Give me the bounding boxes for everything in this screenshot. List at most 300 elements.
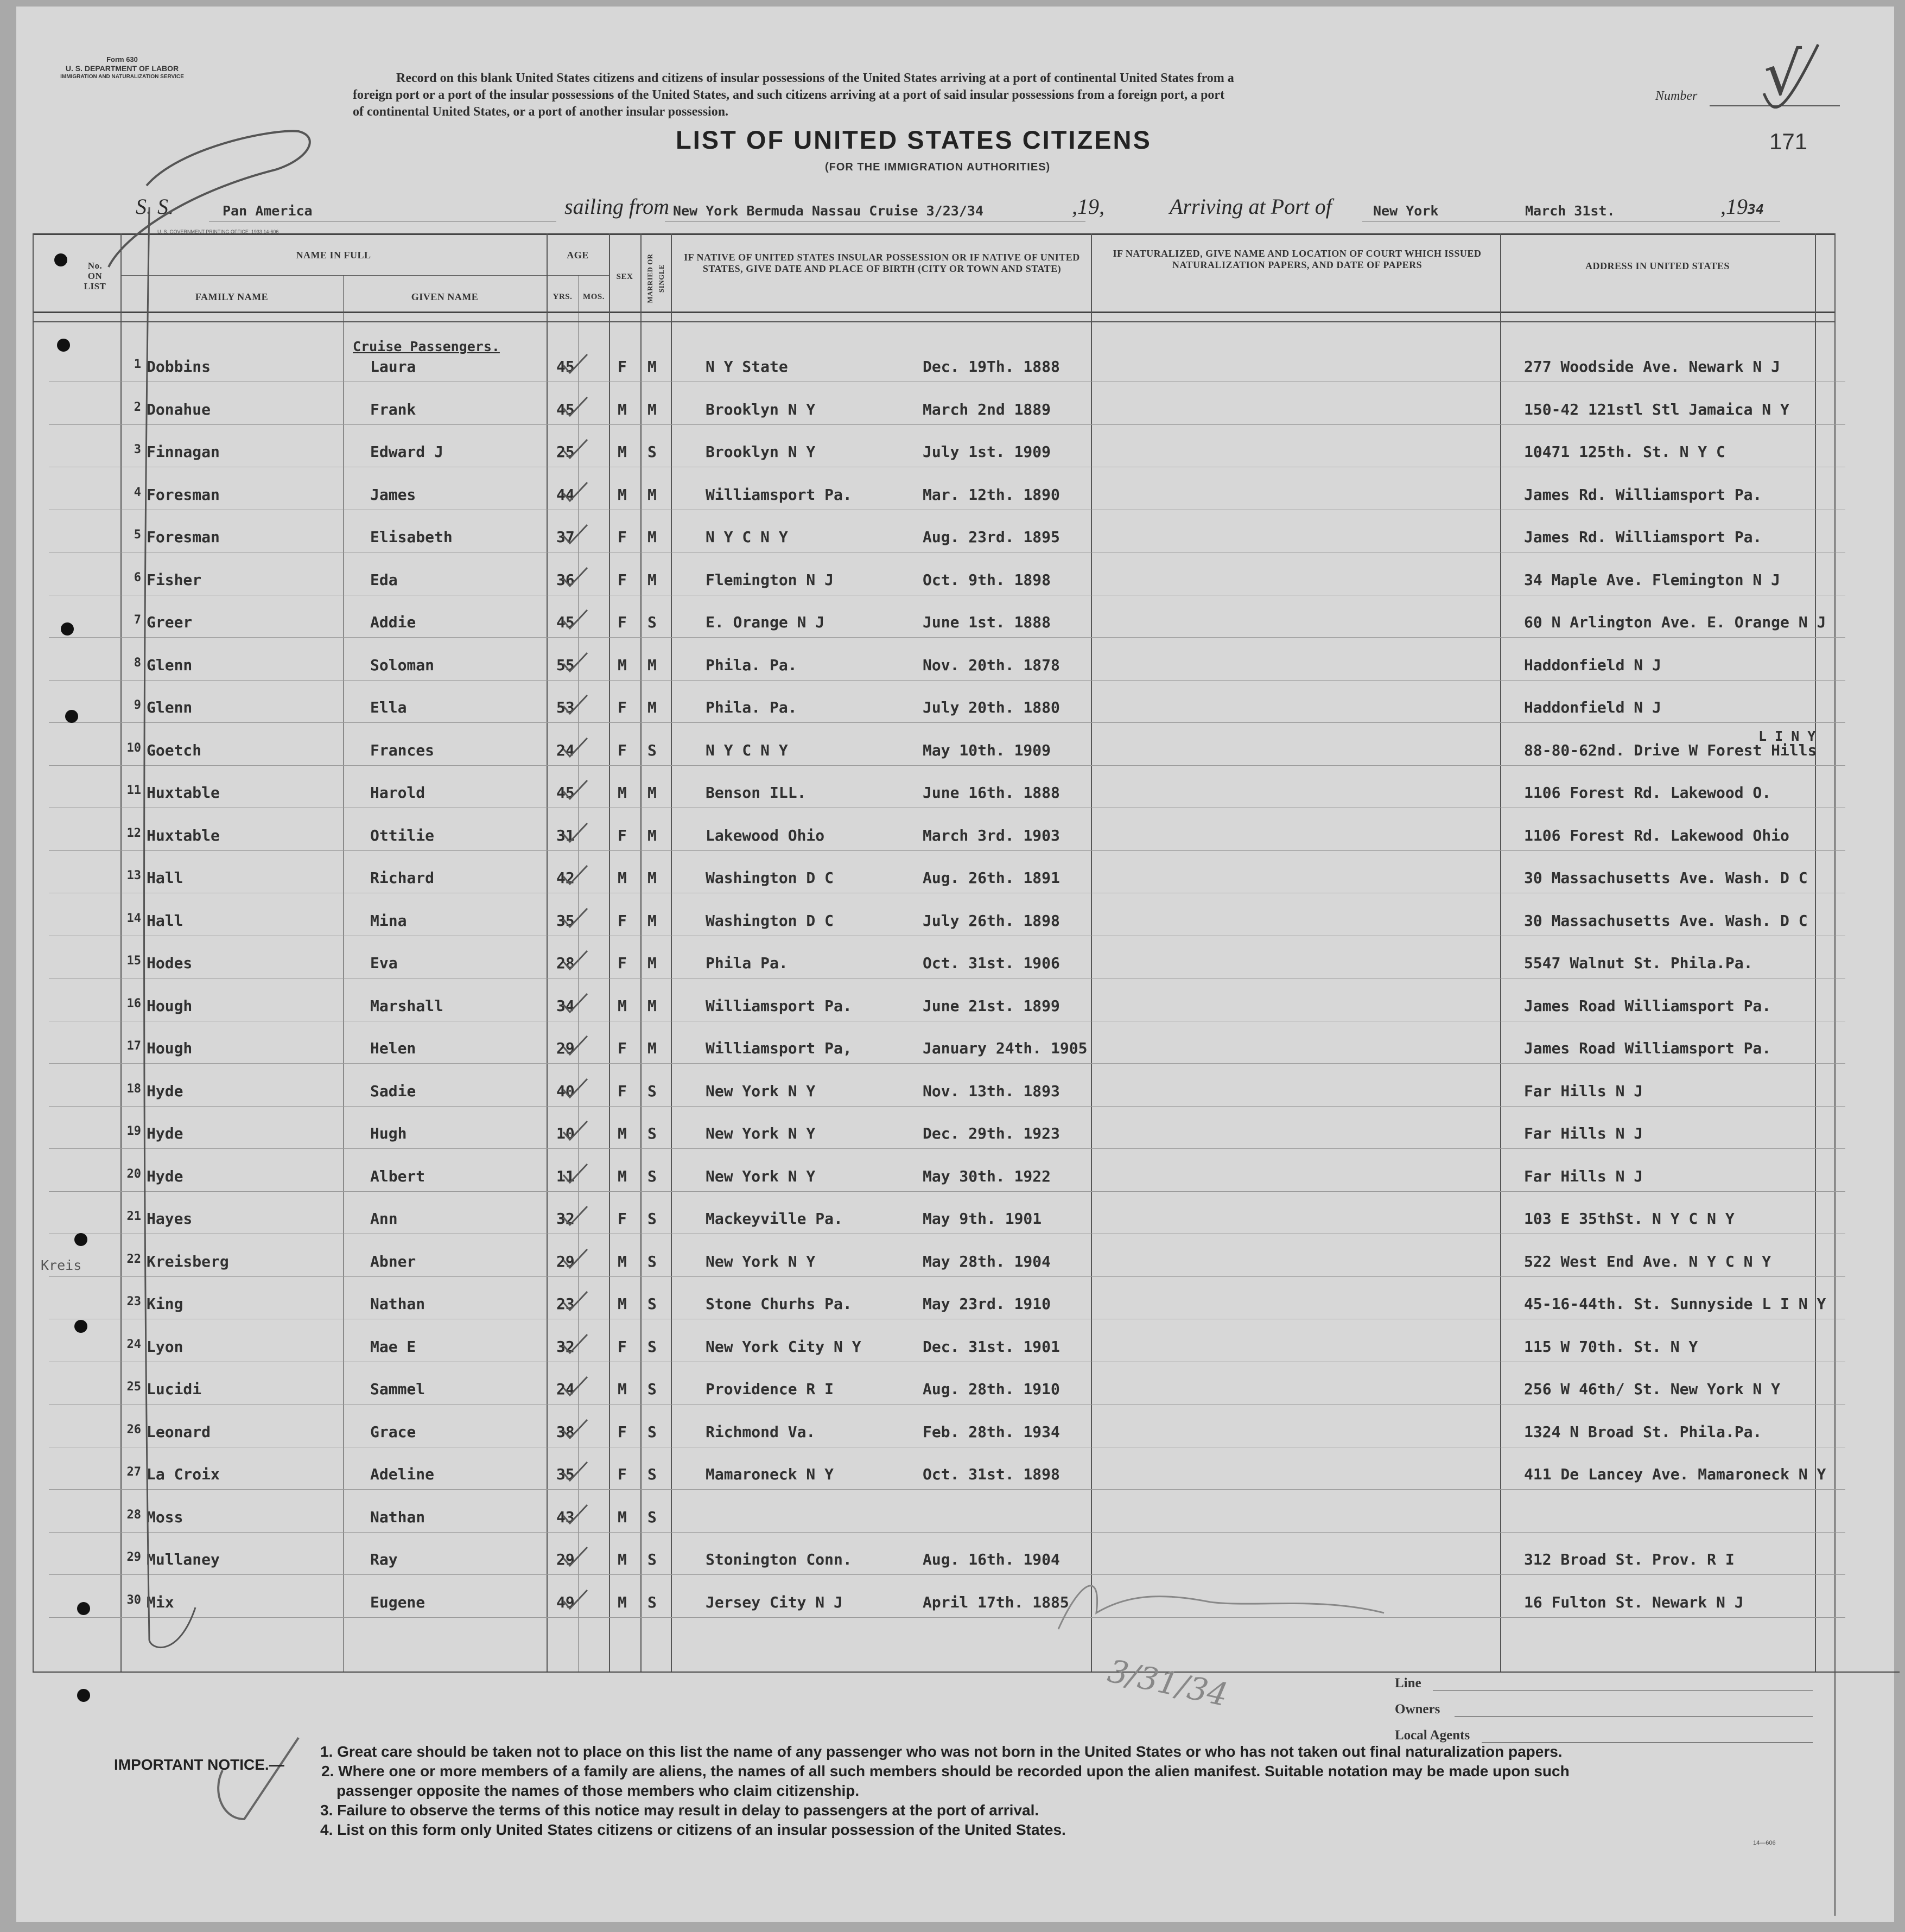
section-label: Cruise Passengers.	[353, 339, 500, 354]
sex: M	[618, 1252, 627, 1270]
age-years: 34	[556, 996, 575, 1015]
birth-place: New York N Y	[706, 1167, 816, 1185]
age-years: 29	[556, 1550, 575, 1568]
given-name: Marshall	[370, 996, 443, 1015]
birth-date: Aug. 28th. 1910	[923, 1380, 1060, 1398]
department-name: U. S. DEPARTMENT OF LABOR	[65, 64, 179, 73]
birth-place: Benson ILL.	[706, 784, 807, 802]
ss-label: S. S.	[136, 194, 174, 219]
birth-place: Stonington Conn.	[706, 1550, 852, 1568]
marital-status: S	[647, 1295, 657, 1313]
sex: M	[618, 400, 627, 418]
birth-place: Phila Pa.	[706, 954, 788, 972]
birth-date: June 16th. 1888	[923, 784, 1060, 802]
given-name: Frank	[370, 400, 416, 418]
family-name: Hough	[147, 996, 193, 1015]
address: 1106 Forest Rd. Lakewood O.	[1524, 784, 1771, 802]
marital-status: S	[647, 1337, 657, 1356]
marital-status: S	[647, 741, 657, 759]
sex: M	[618, 869, 627, 887]
age-years: 37	[556, 528, 575, 546]
given-name: Adeline	[370, 1465, 435, 1483]
punch-hole	[57, 339, 70, 352]
form-code: 14—606	[1753, 1840, 1776, 1846]
birth-date: Feb. 28th. 1934	[923, 1422, 1060, 1441]
birth-place: New York N Y	[706, 1124, 816, 1142]
address: Haddonfield N J	[1524, 656, 1661, 674]
arriving-label: Arriving at Port of	[1170, 194, 1332, 219]
row-number: 12	[126, 826, 141, 840]
birth-place: Mackeyville Pa.	[706, 1210, 843, 1228]
marital-status: M	[647, 698, 657, 716]
marital-status: M	[647, 358, 657, 376]
address: 115 W 70th. St. N Y	[1524, 1337, 1698, 1356]
notice-1: 1. Great care should be taken not to place on this list the name of any passenger who was not born in the United States or who has not taken out final naturalization papers.	[320, 1743, 1563, 1760]
marital-status: S	[647, 1252, 657, 1270]
port-name: New York	[1373, 203, 1439, 219]
sailing-from: New York Bermuda Nassau Cruise 3/23/34	[673, 203, 983, 219]
sex: F	[618, 954, 627, 972]
family-name: Lucidi	[147, 1380, 202, 1398]
age-years: 10	[556, 1124, 575, 1142]
sex: F	[618, 1422, 627, 1441]
birth-date: May 9th. 1901	[923, 1210, 1042, 1228]
birth-place: Richmond Va.	[706, 1422, 816, 1441]
notice-2: 2. Where one or more members of a family are aliens, the names of all such members should be recorded upon the alien manifest. Suitable notation may be made upon such	[321, 1763, 1570, 1780]
notice-2-cont: passenger opposite the names of those members who claim citizenship.	[336, 1782, 860, 1799]
sex: M	[618, 784, 627, 802]
age-years: 32	[556, 1337, 575, 1356]
intro-line-3: of continental United States, or a port of another insular possession.	[353, 105, 729, 119]
header-age: AGE	[567, 250, 589, 260]
given-name: Helen	[370, 1039, 416, 1057]
family-name: King	[147, 1295, 183, 1313]
family-name: Glenn	[147, 656, 193, 674]
given-name: Laura	[370, 358, 416, 376]
marital-status: M	[647, 911, 657, 930]
address: Far Hills N J	[1524, 1124, 1643, 1142]
birth-place: Mamaroneck N Y	[706, 1465, 834, 1483]
family-name: Donahue	[147, 400, 211, 418]
punch-hole	[54, 253, 67, 266]
birth-date: Dec. 29th. 1923	[923, 1124, 1060, 1142]
sex: F	[618, 1210, 627, 1228]
row-number: 6	[134, 570, 141, 584]
family-name: La Croix	[147, 1465, 220, 1483]
address: 150-42 121stl Stl Jamaica N Y	[1524, 400, 1789, 418]
header-sex: SEX	[616, 272, 633, 281]
given-name: Abner	[370, 1252, 416, 1270]
sex: M	[618, 996, 627, 1015]
row-number: 14	[126, 911, 141, 925]
marital-status: M	[647, 869, 657, 887]
header-address: ADDRESS IN UNITED STATES	[1585, 260, 1730, 271]
row-number: 27	[126, 1465, 141, 1479]
family-name: Foresman	[147, 485, 220, 504]
punch-hole	[74, 1320, 87, 1333]
page-number: 171	[1769, 129, 1808, 154]
age-years: 45	[556, 784, 575, 802]
row-number: 11	[126, 784, 141, 797]
marital-status: M	[647, 528, 657, 546]
marital-status: M	[647, 570, 657, 589]
sex: F	[618, 698, 627, 716]
birth-date: July 20th. 1880	[923, 698, 1060, 716]
given-name: James	[370, 485, 416, 504]
address-note: L I N Y	[1758, 728, 1816, 744]
marital-status: S	[647, 443, 657, 461]
sex: F	[618, 1337, 627, 1356]
row-number: 8	[134, 656, 141, 670]
birth-place: Flemington N J	[706, 570, 834, 589]
family-name: Lyon	[147, 1337, 183, 1356]
birth-place: New York N Y	[706, 1082, 816, 1100]
family-name: Leonard	[147, 1422, 211, 1441]
family-name: Goetch	[147, 741, 202, 759]
birth-date: Oct. 9th. 1898	[923, 570, 1051, 589]
address: Far Hills N J	[1524, 1082, 1643, 1100]
family-name: Hall	[147, 911, 183, 930]
given-name: Ann	[370, 1210, 398, 1228]
margin-note: Kreis	[41, 1257, 82, 1273]
arrival-year-prefix: 19	[1726, 194, 1748, 219]
birth-place: Brooklyn N Y	[706, 400, 816, 418]
birth-date: January 24th. 1905	[923, 1039, 1088, 1057]
row-number: 23	[126, 1295, 141, 1308]
sex: M	[618, 1508, 627, 1526]
address: 5547 Walnut St. Phila.Pa.	[1524, 954, 1753, 972]
birth-date: Aug. 26th. 1891	[923, 869, 1060, 887]
row-number: 3	[134, 443, 141, 456]
notice-4: 4. List on this form only United States citizens or citizens of an insular possession of the United States.	[320, 1821, 1066, 1838]
address: James Rd. Williamsport Pa.	[1524, 485, 1762, 504]
sex: F	[618, 1465, 627, 1483]
address: 411 De Lancey Ave. Mamaroneck N Y	[1524, 1465, 1826, 1483]
row-number: 19	[126, 1124, 141, 1138]
intro-line-2: foreign port or a port of the insular possessions of the United States, and such citizens arriving at a port of said insular possessions from a foreign port, a port	[353, 88, 1225, 102]
printing-office: U. S. GOVERNMENT PRINTING OFFICE: 1933 14-606	[157, 229, 279, 234]
form-number: Form 630	[106, 55, 138, 63]
arrival-year: ,1934	[1720, 194, 1764, 219]
given-name: Mae E	[370, 1337, 416, 1356]
birth-date: Nov. 20th. 1878	[923, 656, 1060, 674]
birth-date: July 1st. 1909	[923, 443, 1051, 461]
header-mos: MOS.	[583, 293, 605, 301]
age-years: 42	[556, 869, 575, 887]
birth-place: Phila. Pa.	[706, 698, 797, 716]
marital-status: M	[647, 954, 657, 972]
given-name: Grace	[370, 1422, 416, 1441]
row-number: 9	[134, 698, 141, 712]
age-years: 38	[556, 1422, 575, 1441]
birth-place: Williamsport Pa,	[706, 1039, 852, 1057]
given-name: Soloman	[370, 656, 435, 674]
service-name: IMMIGRATION AND NATURALIZATION SERVICE	[60, 74, 184, 80]
punch-hole	[74, 1233, 87, 1246]
age-years: 53	[556, 698, 575, 716]
age-years: 35	[556, 911, 575, 930]
header-birth: IF NATIVE OF UNITED STATES INSULAR POSSESSION OR IF NATIVE OF UNITED STATES, GIVE DATE AND PLACE OF BIRTH (CITY OR TOWN AND STATE)	[684, 252, 1080, 274]
birth-date: Aug. 23rd. 1895	[923, 528, 1060, 546]
birth-date: March 3rd. 1903	[923, 826, 1060, 844]
birth-date: May 28th. 1904	[923, 1252, 1051, 1270]
birth-date: June 21st. 1899	[923, 996, 1060, 1015]
birth-place: Brooklyn N Y	[706, 443, 816, 461]
family-name: Hodes	[147, 954, 193, 972]
page-subtitle: (FOR THE IMMIGRATION AUTHORITIES)	[825, 161, 1051, 173]
row-number: 22	[126, 1252, 141, 1266]
row-number: 20	[126, 1167, 141, 1181]
age-years: 28	[556, 954, 575, 972]
ship-name: Pan America	[223, 203, 313, 219]
intro-line-1: Record on this blank United States citizens and citizens of insular possessions of the United States arriving at a port of continental United States from a	[396, 71, 1234, 85]
given-name: Sammel	[370, 1380, 426, 1398]
birth-place: Williamsport Pa.	[706, 996, 852, 1015]
age-years: 45	[556, 613, 575, 631]
notice-3: 3. Failure to observe the terms of this notice may result in delay to passengers at the port of arrival.	[320, 1802, 1039, 1819]
year-prefix-text: 19	[1077, 194, 1099, 219]
punch-hole	[77, 1689, 90, 1702]
birth-place: N Y C N Y	[706, 528, 788, 546]
row-number: 10	[126, 741, 141, 755]
family-name: Hall	[147, 869, 183, 887]
row-number: 21	[126, 1210, 141, 1223]
birth-date: June 1st. 1888	[923, 613, 1051, 631]
marital-status: M	[647, 826, 657, 844]
sex: M	[618, 1167, 627, 1185]
row-number: 30	[126, 1593, 141, 1607]
sex: M	[618, 443, 627, 461]
given-name: Edward J	[370, 443, 443, 461]
sex: M	[618, 1380, 627, 1398]
birth-date: Dec. 31st. 1901	[923, 1337, 1060, 1356]
given-name: Nathan	[370, 1295, 426, 1313]
row-number: 7	[134, 613, 141, 627]
family-name: Hough	[147, 1039, 193, 1057]
agents-label: Local Agents	[1395, 1728, 1470, 1743]
age-years: 23	[556, 1295, 575, 1313]
birth-place: N Y C N Y	[706, 741, 788, 759]
address: 34 Maple Ave. Flemington N J	[1524, 570, 1781, 589]
sex: F	[618, 1039, 627, 1057]
family-name: Greer	[147, 613, 193, 631]
punch-hole	[61, 622, 74, 635]
address: 88-80-62nd. Drive W Forest Hills	[1524, 741, 1817, 759]
row-number: 16	[126, 996, 141, 1011]
row-number: 15	[126, 954, 141, 968]
age-years: 29	[556, 1039, 575, 1057]
given-name: Ella	[370, 698, 407, 716]
age-years: 11	[556, 1167, 575, 1185]
row-number: 26	[126, 1422, 141, 1437]
header-given-name: GIVEN NAME	[411, 291, 479, 302]
family-name: Glenn	[147, 698, 193, 716]
address: Haddonfield N J	[1524, 698, 1661, 716]
family-name: Mullaney	[147, 1550, 220, 1568]
marital-status: S	[647, 1465, 657, 1483]
marital-status: S	[647, 1422, 657, 1441]
number-value: √	[1764, 39, 1802, 109]
page-title: LIST OF UNITED STATES CITIZENS	[676, 125, 1152, 154]
row-number: 24	[126, 1337, 141, 1351]
header-married-single: MARRIED OR SINGLE	[646, 253, 665, 303]
marital-status: M	[647, 400, 657, 418]
address: James Road Williamsport Pa.	[1524, 996, 1771, 1015]
birth-date: Aug. 16th. 1904	[923, 1550, 1060, 1568]
given-name: Albert	[370, 1167, 426, 1185]
birth-date: July 26th. 1898	[923, 911, 1060, 930]
age-years: 29	[556, 1252, 575, 1270]
birth-date: May 23rd. 1910	[923, 1295, 1051, 1313]
address: 30 Massachusetts Ave. Wash. D C	[1524, 869, 1808, 887]
given-name: Richard	[370, 869, 435, 887]
year-prefix: ,19,	[1072, 194, 1104, 219]
header-yrs: YRS.	[553, 293, 573, 301]
sex: F	[618, 570, 627, 589]
age-years: 31	[556, 826, 575, 844]
row-number: 5	[134, 528, 141, 542]
birth-date: Oct. 31st. 1898	[923, 1465, 1060, 1483]
family-name: Hyde	[147, 1082, 183, 1100]
marital-status: S	[647, 1167, 657, 1185]
marital-status: S	[647, 1593, 657, 1611]
sex: F	[618, 528, 627, 546]
given-name: Ray	[370, 1550, 398, 1568]
sex: M	[618, 1550, 627, 1568]
given-name: Eva	[370, 954, 398, 972]
header-name-in-full: NAME IN FULL	[296, 250, 371, 260]
address: 30 Massachusetts Ave. Wash. D C	[1524, 911, 1808, 930]
sex: F	[618, 613, 627, 631]
birth-place: New York City N Y	[706, 1337, 861, 1356]
birth-date: May 30th. 1922	[923, 1167, 1051, 1185]
notice-list	[320, 1742, 1867, 1840]
arrival-year-suffix: 34	[1748, 201, 1764, 217]
family-name: Hyde	[147, 1167, 183, 1185]
age-years: 25	[556, 443, 575, 461]
birth-date: May 10th. 1909	[923, 741, 1051, 759]
birth-place: N Y State	[706, 358, 788, 376]
birth-place: Phila. Pa.	[706, 656, 797, 674]
birth-date: Oct. 31st. 1906	[923, 954, 1060, 972]
given-name: Frances	[370, 741, 435, 759]
age-years: 36	[556, 570, 575, 589]
sex: M	[618, 1124, 627, 1142]
marital-status: S	[647, 1210, 657, 1228]
marital-status: S	[647, 1508, 657, 1526]
marital-status: M	[647, 485, 657, 504]
sex: M	[618, 485, 627, 504]
address: 16 Fulton St. Newark N J	[1524, 1593, 1744, 1611]
age-years: 32	[556, 1210, 575, 1228]
birth-place: New York N Y	[706, 1252, 816, 1270]
family-name: Hyde	[147, 1124, 183, 1142]
age-years: 43	[556, 1508, 575, 1526]
row-number: 18	[126, 1082, 141, 1096]
row-number: 28	[126, 1508, 141, 1522]
sex: F	[618, 826, 627, 844]
family-name: Hayes	[147, 1210, 193, 1228]
address: 312 Broad St. Prov. R I	[1524, 1550, 1735, 1568]
sex: F	[618, 911, 627, 930]
sailing-label: sailing from	[564, 194, 669, 219]
line-label: Line	[1395, 1676, 1421, 1690]
marital-status: S	[647, 1380, 657, 1398]
age-years: 49	[556, 1593, 575, 1611]
birth-date: March 2nd 1889	[923, 400, 1051, 418]
given-name: Hugh	[370, 1124, 407, 1142]
row-number: 2	[134, 400, 141, 414]
pencil-marks	[16, 7, 1894, 1922]
given-name: Addie	[370, 613, 416, 631]
given-name: Eda	[370, 570, 398, 589]
birth-place: Washington D C	[706, 869, 834, 887]
birth-date: Mar. 12th. 1890	[923, 485, 1060, 504]
given-name: Harold	[370, 784, 426, 802]
marital-status: M	[647, 784, 657, 802]
given-name: Elisabeth	[370, 528, 453, 546]
given-name: Eugene	[370, 1593, 426, 1611]
owners-label: Owners	[1395, 1702, 1440, 1717]
birth-place: Stone Churhs Pa.	[706, 1295, 852, 1313]
stamp-date: 3/31/34	[1104, 1652, 1231, 1714]
header-naturalized: IF NATURALIZED, GIVE NAME AND LOCATION OF COURT WHICH ISSUED NATURALIZATION PAPERS, AND DATE OF PAPERS	[1113, 248, 1482, 270]
sex: M	[618, 656, 627, 674]
row-number: 29	[126, 1550, 141, 1564]
age-years: 35	[556, 1465, 575, 1483]
punch-hole	[77, 1602, 90, 1615]
age-years: 24	[556, 1380, 575, 1398]
birth-place: Lakewood Ohio	[706, 826, 825, 844]
header-no-on-list: No. ON LIST	[84, 260, 106, 291]
row-number: 1	[134, 358, 141, 371]
age-years: 45	[556, 358, 575, 376]
given-name: Nathan	[370, 1508, 426, 1526]
address: 522 West End Ave. N Y C N Y	[1524, 1252, 1771, 1270]
notice-title: IMPORTANT NOTICE.—	[114, 1756, 284, 1773]
header-family-name: FAMILY NAME	[195, 291, 269, 302]
marital-status: M	[647, 656, 657, 674]
address: 103 E 35thSt. N Y C N Y	[1524, 1210, 1735, 1228]
row-number: 17	[126, 1039, 141, 1053]
sex: F	[618, 741, 627, 759]
sex: F	[618, 358, 627, 376]
given-name: Mina	[370, 911, 407, 930]
address: 1106 Forest Rd. Lakewood Ohio	[1524, 826, 1789, 844]
arrival-date: March 31st.	[1525, 203, 1615, 219]
row-number: 13	[126, 869, 141, 882]
marital-status: S	[647, 1550, 657, 1568]
birth-place: Providence R I	[706, 1380, 834, 1398]
marital-status: M	[647, 1039, 657, 1057]
sex: M	[618, 1593, 627, 1611]
age-years: 44	[556, 485, 575, 504]
address: 1324 N Broad St. Phila.Pa.	[1524, 1422, 1762, 1441]
birth-date: April 17th. 1885	[923, 1593, 1069, 1611]
row-number: 25	[126, 1380, 141, 1394]
birth-place: Washington D C	[706, 911, 834, 930]
birth-place: Jersey City N J	[706, 1593, 843, 1611]
family-name: Moss	[147, 1508, 183, 1526]
age-years: 55	[556, 656, 575, 674]
address: 277 Woodside Ave. Newark N J	[1524, 358, 1781, 376]
birth-date: Dec. 19Th. 1888	[923, 358, 1060, 376]
family-name: Mix	[147, 1593, 174, 1611]
manifest-sheet	[16, 7, 1894, 1922]
sex: F	[618, 1082, 627, 1100]
age-years: 24	[556, 741, 575, 759]
address: 10471 125th. St. N Y C	[1524, 443, 1725, 461]
